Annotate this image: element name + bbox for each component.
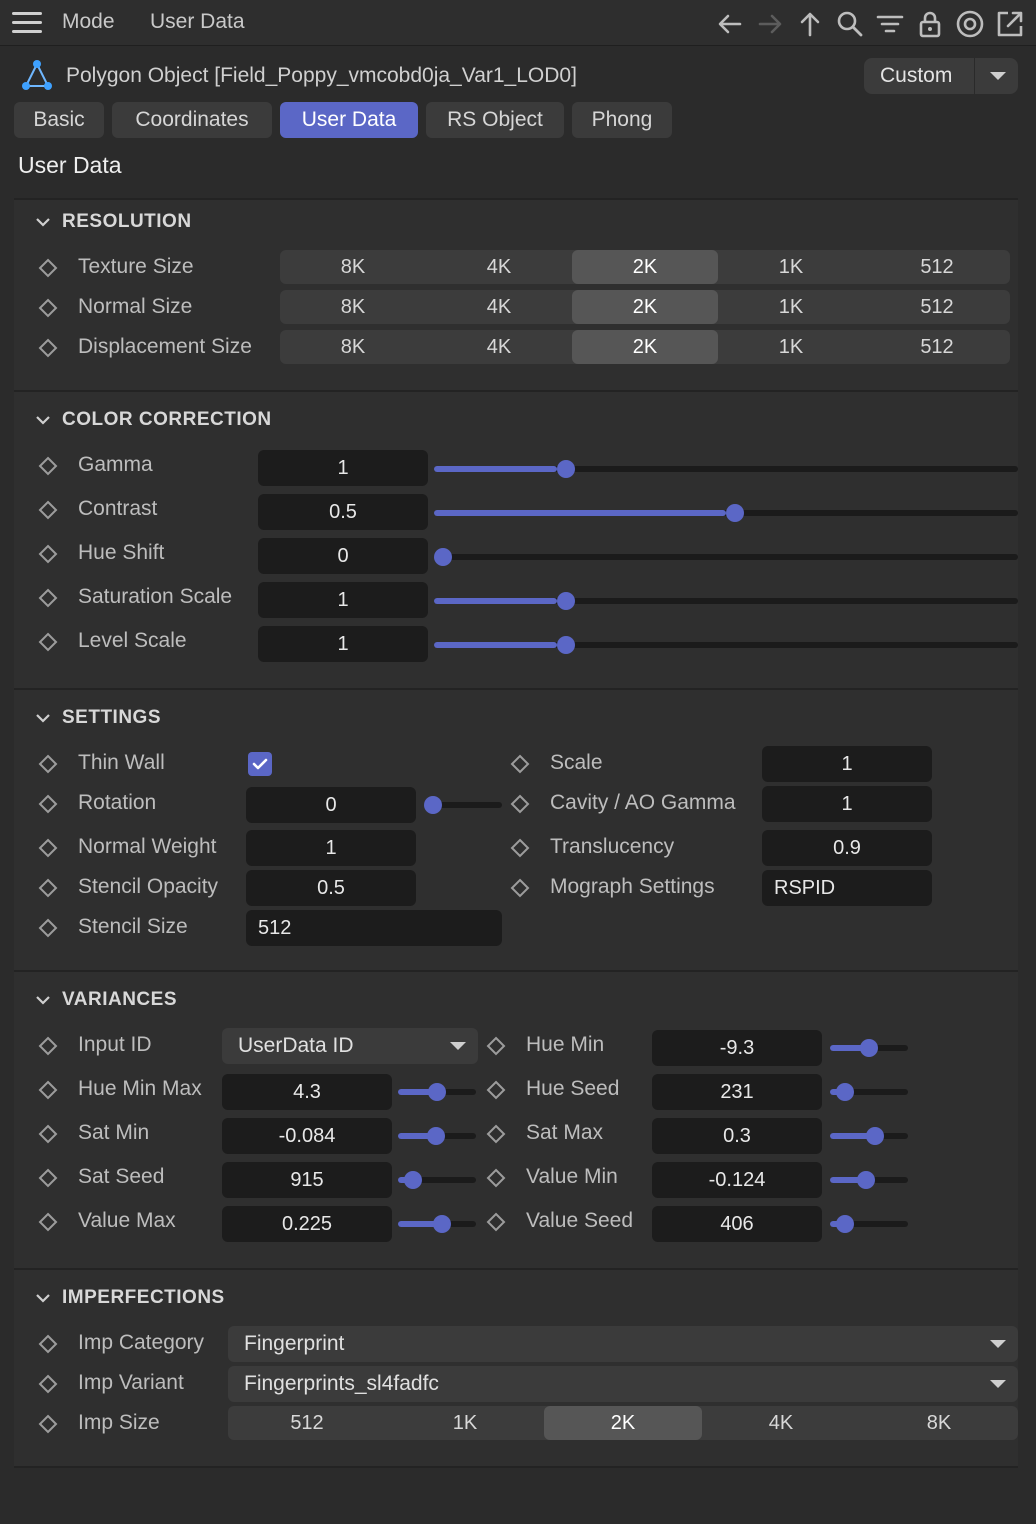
filter-icon[interactable] (874, 8, 906, 40)
chevron-down-icon[interactable] (990, 72, 1006, 80)
hue-min-slider-knob[interactable] (860, 1039, 878, 1057)
keyframe-diamond-icon[interactable] (486, 1168, 506, 1188)
keyframe-diamond-icon[interactable] (38, 298, 58, 318)
normal-size-option-4k[interactable]: 4K (486, 296, 512, 318)
keyframe-diamond-icon[interactable] (510, 878, 530, 898)
imp-size-option-4k[interactable]: 4K (768, 1412, 794, 1434)
sat-max-slider-knob[interactable] (866, 1127, 884, 1145)
normal-weight-field[interactable]: 1 (246, 830, 416, 866)
polygon-object-icon (20, 58, 54, 92)
top-bar (0, 0, 1036, 46)
layout-select[interactable] (864, 58, 1018, 94)
normal-size-option-512[interactable]: 512 (920, 296, 954, 318)
hamburger-menu-icon[interactable] (12, 12, 42, 34)
divider (14, 198, 1018, 200)
keyframe-diamond-icon[interactable] (38, 588, 58, 608)
mograph-settings-label: Mograph Settings (550, 875, 715, 898)
imp-variant-dropdown[interactable] (228, 1366, 1018, 1402)
value-min-label: Value Min (526, 1165, 618, 1188)
keyframe-diamond-icon[interactable] (38, 1334, 58, 1354)
imp-size-option-1k[interactable]: 1K (452, 1412, 478, 1434)
saturation-scale-slider-fill (434, 598, 557, 604)
chevron-down-icon[interactable] (34, 411, 52, 429)
scale-field[interactable]: 1 (762, 746, 932, 782)
value-seed-slider-knob[interactable] (836, 1215, 854, 1233)
search-icon[interactable] (834, 8, 866, 40)
rotation-field[interactable]: 0 (246, 787, 416, 823)
input-id-dropdown[interactable] (222, 1028, 478, 1064)
normal-size-option-8k[interactable]: 8K (340, 296, 366, 318)
tab-phong[interactable]: Phong (572, 102, 672, 138)
contrast-slider-fill (434, 510, 726, 516)
normal-size-option-2k[interactable]: 2K (572, 290, 718, 324)
sat-min-label: Sat Min (78, 1121, 150, 1144)
displacement-size-option-8k[interactable]: 8K (340, 336, 366, 358)
hue-seed-field[interactable]: 231 (652, 1074, 822, 1110)
back-arrow-icon[interactable] (714, 8, 746, 40)
imp-size-label: Imp Size (78, 1411, 160, 1434)
new-window-icon[interactable] (994, 8, 1026, 40)
value-min-field[interactable]: -0.124 (652, 1162, 822, 1198)
imp-category-value: Fingerprint (244, 1332, 345, 1355)
value-max-slider-knob[interactable] (433, 1215, 451, 1233)
texture-size-option-2k[interactable]: 2K (572, 250, 718, 284)
translucency-field[interactable]: 0.9 (762, 830, 932, 866)
keyframe-diamond-icon[interactable] (38, 1168, 58, 1188)
keyframe-diamond-icon[interactable] (486, 1036, 506, 1056)
keyframe-diamond-icon[interactable] (38, 456, 58, 476)
keyframe-diamond-icon[interactable] (38, 338, 58, 358)
value-min-slider-knob[interactable] (857, 1171, 875, 1189)
sat-min-field[interactable]: -0.084 (222, 1118, 392, 1154)
imp-size-option-512[interactable]: 512 (290, 1412, 324, 1434)
sat-seed-label: Sat Seed (78, 1165, 165, 1188)
contrast-field[interactable]: 0.5 (258, 494, 428, 530)
imp-size-option-8k[interactable]: 8K (926, 1412, 952, 1434)
hue-shift-label: Hue Shift (78, 541, 165, 564)
stencil-size-field[interactable]: 512 (246, 910, 502, 946)
hue-seed-label: Hue Seed (526, 1077, 620, 1100)
texture-size-option-8k[interactable]: 8K (340, 256, 366, 278)
texture-size-option-512[interactable]: 512 (920, 256, 954, 278)
displacement-size-option-4k[interactable]: 4K (486, 336, 512, 358)
gamma-slider-fill (434, 466, 557, 472)
saturation-scale-slider-knob[interactable] (557, 592, 575, 610)
rotation-slider-knob[interactable] (424, 796, 442, 814)
keyframe-diamond-icon[interactable] (38, 754, 58, 774)
section-heading-variances[interactable]: VARIANCES (62, 989, 177, 1010)
keyframe-diamond-icon[interactable] (38, 632, 58, 652)
keyframe-diamond-icon[interactable] (38, 1080, 58, 1100)
keyframe-diamond-icon[interactable] (38, 258, 58, 278)
sat-max-field[interactable]: 0.3 (652, 1118, 822, 1154)
sat-seed-slider-knob[interactable] (404, 1171, 422, 1189)
target-icon[interactable] (954, 8, 986, 40)
checkmark-icon (248, 752, 272, 776)
keyframe-diamond-icon[interactable] (510, 794, 530, 814)
menu-mode[interactable]: Mode (62, 10, 115, 33)
chevron-down-icon[interactable] (450, 1042, 466, 1050)
value-max-label: Value Max (78, 1209, 176, 1232)
stencil-size-label: Stencil Size (78, 915, 188, 938)
keyframe-diamond-icon[interactable] (486, 1124, 506, 1144)
keyframe-diamond-icon[interactable] (38, 1374, 58, 1394)
hue-min-max-label: Hue Min Max (78, 1077, 202, 1100)
keyframe-diamond-icon[interactable] (38, 838, 58, 858)
keyframe-diamond-icon[interactable] (38, 544, 58, 564)
contrast-slider-knob[interactable] (726, 504, 744, 522)
hue-shift-field[interactable]: 0 (258, 538, 428, 574)
section-heading-color-correction[interactable]: COLOR CORRECTION (62, 409, 272, 430)
section-heading-resolution[interactable]: RESOLUTION (62, 211, 192, 232)
mograph-settings-field[interactable]: RSPID (762, 870, 932, 906)
chevron-down-icon[interactable] (34, 213, 52, 231)
section-heading-settings[interactable]: SETTINGS (62, 707, 162, 728)
gamma-label: Gamma (78, 453, 153, 476)
translucency-label: Translucency (550, 835, 675, 858)
displacement-size-option-2k[interactable]: 2K (572, 330, 718, 364)
displacement-size-label: Displacement Size (78, 335, 252, 358)
tab-basic[interactable]: Basic (14, 102, 104, 138)
hue-min-max-slider-knob[interactable] (428, 1083, 446, 1101)
level-scale-slider-fill (434, 642, 557, 648)
tab-coordinates[interactable]: Coordinates (112, 102, 272, 138)
gamma-field[interactable]: 1 (258, 450, 428, 486)
keyframe-diamond-icon[interactable] (38, 1414, 58, 1434)
keyframe-diamond-icon[interactable] (38, 918, 58, 938)
object-title: Polygon Object [Field_Poppy_vmcobd0ja_Var1_LOD0] (66, 64, 577, 87)
saturation-scale-field[interactable]: 1 (258, 582, 428, 618)
divider (14, 1466, 1018, 1468)
hue-min-field[interactable]: -9.3 (652, 1030, 822, 1066)
up-arrow-icon[interactable] (794, 8, 826, 40)
stencil-opacity-label: Stencil Opacity (78, 875, 219, 898)
scale-label: Scale (550, 751, 603, 774)
menu-user-data[interactable]: User Data (150, 10, 245, 33)
section-heading-imperfections[interactable]: IMPERFECTIONS (62, 1287, 225, 1308)
level-scale-label: Level Scale (78, 629, 187, 652)
divider (14, 1268, 1018, 1270)
normal-size-option-1k[interactable]: 1K (778, 296, 804, 318)
keyframe-diamond-icon[interactable] (510, 754, 530, 774)
layout-select-divider (974, 58, 975, 94)
page-title: User Data (18, 152, 122, 178)
saturation-scale-label: Saturation Scale (78, 585, 233, 608)
stencil-opacity-field[interactable]: 0.5 (246, 870, 416, 906)
imp-category-label: Imp Category (78, 1331, 205, 1354)
level-scale-field[interactable]: 1 (258, 626, 428, 662)
normal-size-label: Normal Size (78, 295, 193, 318)
thin-wall-label: Thin Wall (78, 751, 165, 774)
cavity-ao-gamma-label: Cavity / AO Gamma (550, 791, 736, 814)
imp-variant-value: Fingerprints_sl4fadfc (244, 1372, 439, 1395)
displacement-size-option-512[interactable]: 512 (920, 336, 954, 358)
displacement-size-option-1k[interactable]: 1K (778, 336, 804, 358)
hue-shift-slider-track[interactable] (434, 554, 1018, 560)
keyframe-diamond-icon[interactable] (38, 500, 58, 520)
texture-size-label: Texture Size (78, 255, 194, 278)
keyframe-diamond-icon[interactable] (486, 1080, 506, 1100)
value-seed-label: Value Seed (526, 1209, 634, 1232)
chevron-down-icon[interactable] (34, 709, 52, 727)
input-id-label: Input ID (78, 1033, 152, 1056)
divider (14, 970, 1018, 972)
keyframe-diamond-icon[interactable] (38, 1036, 58, 1056)
divider (14, 390, 1018, 392)
sat-min-slider-knob[interactable] (427, 1127, 445, 1145)
level-scale-slider-knob[interactable] (557, 636, 575, 654)
gamma-slider-knob[interactable] (557, 460, 575, 478)
input-id-value: UserData ID (238, 1034, 354, 1057)
imp-size-option-2k[interactable]: 2K (544, 1406, 702, 1440)
hue-seed-slider-knob[interactable] (836, 1083, 854, 1101)
chevron-down-icon[interactable] (990, 1380, 1006, 1388)
texture-size-option-1k[interactable]: 1K (778, 256, 804, 278)
normal-weight-label: Normal Weight (78, 835, 217, 858)
hue-shift-slider-knob[interactable] (434, 548, 452, 566)
chevron-down-icon[interactable] (34, 1289, 52, 1307)
value-seed-field[interactable]: 406 (652, 1206, 822, 1242)
keyframe-diamond-icon[interactable] (510, 838, 530, 858)
sat-max-label: Sat Max (526, 1121, 604, 1144)
thin-wall-checkbox[interactable] (248, 752, 272, 776)
layout-select-label: Custom (880, 64, 953, 87)
texture-size-option-4k[interactable]: 4K (486, 256, 512, 278)
keyframe-diamond-icon[interactable] (38, 1212, 58, 1232)
contrast-label: Contrast (78, 497, 158, 520)
sat-seed-field[interactable]: 915 (222, 1162, 392, 1198)
chevron-down-icon[interactable] (990, 1340, 1006, 1348)
imp-category-dropdown[interactable] (228, 1326, 1018, 1362)
keyframe-diamond-icon[interactable] (38, 1124, 58, 1144)
hue-min-label: Hue Min (526, 1033, 605, 1056)
keyframe-diamond-icon[interactable] (38, 794, 58, 814)
lock-icon[interactable] (914, 8, 946, 40)
tab-rs-object[interactable]: RS Object (426, 102, 564, 138)
keyframe-diamond-icon[interactable] (38, 878, 58, 898)
chevron-down-icon[interactable] (34, 991, 52, 1009)
tab-user-data[interactable]: User Data (280, 102, 418, 138)
keyframe-diamond-icon[interactable] (486, 1212, 506, 1232)
hue-min-max-field[interactable]: 4.3 (222, 1074, 392, 1110)
rotation-label: Rotation (78, 791, 157, 814)
cavity-ao-gamma-field[interactable]: 1 (762, 786, 932, 822)
imp-variant-label: Imp Variant (78, 1371, 184, 1394)
forward-arrow-icon[interactable] (754, 8, 786, 40)
value-max-field[interactable]: 0.225 (222, 1206, 392, 1242)
divider (14, 688, 1018, 690)
